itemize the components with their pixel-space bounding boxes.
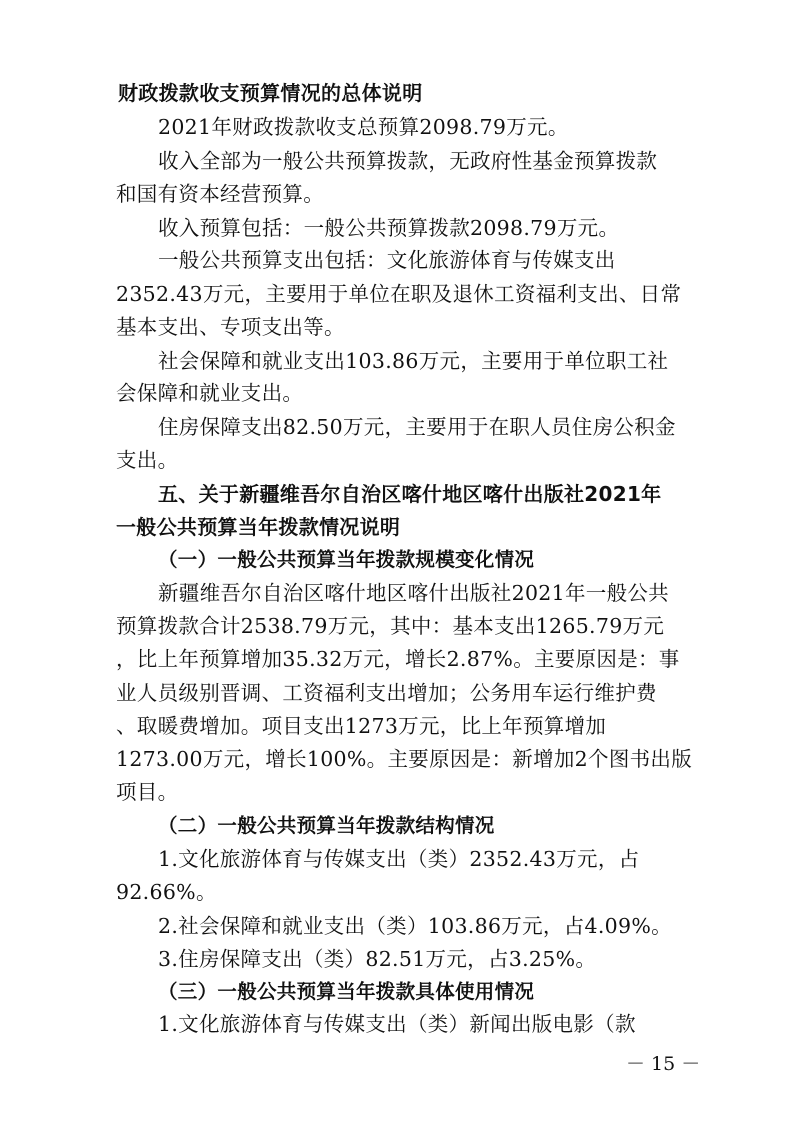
page-number: － 15 － bbox=[626, 1053, 701, 1075]
section-heading-five-continued: 一般公共预算当年拨款情况说明 bbox=[116, 515, 401, 539]
paragraph-line: 收入预算包括：一般公共预算拨款2098.79万元。 bbox=[158, 216, 620, 240]
paragraph-line: 92.66%。 bbox=[116, 880, 217, 904]
paragraph-line: 2352.43万元，主要用于单位在职及退休工资福利支出、日常 bbox=[116, 282, 682, 306]
paragraph-line: 一般公共预算支出包括：文化旅游体育与传媒支出 bbox=[158, 248, 616, 272]
subheading-structure: （二）一般公共预算当年拨款结构情况 bbox=[158, 814, 495, 837]
paragraph-line: 1273.00万元，增长100%。主要原因是：新增加2个图书出版 bbox=[116, 747, 693, 771]
paragraph-line: 基本支出、专项支出等。 bbox=[116, 315, 345, 339]
paragraph-line: 住房保障支出82.50万元，主要用于在职人员住房公积金 bbox=[158, 415, 676, 439]
paragraph-line: 2021年财政拨款收支总预算2098.79万元。 bbox=[158, 115, 569, 139]
paragraph-line: 社会保障和就业支出103.86万元，主要用于单位职工社 bbox=[158, 349, 669, 373]
paragraph-line: 2.社会保障和就业支出（类）103.86万元，占4.09%。 bbox=[158, 914, 672, 938]
paragraph-line: 1.文化旅游体育与传媒支出（类）新闻出版电影（款 bbox=[158, 1012, 636, 1036]
paragraph-line: 项目。 bbox=[116, 780, 179, 804]
paragraph-line: 1.文化旅游体育与传媒支出（类）2352.43万元，占 bbox=[158, 847, 640, 871]
paragraph-line: 和国有资本经营预算。 bbox=[116, 182, 324, 206]
section-heading-five: 五、关于新疆维吾尔自治区喀什地区喀什出版社2021年 bbox=[158, 482, 662, 506]
subheading-specific-use: （三）一般公共预算当年拨款具体使用情况 bbox=[158, 980, 535, 1003]
paragraph-line: 业人员级别晋调、工资福利支出增加；公务用车运行维护费 bbox=[116, 681, 657, 705]
paragraph-line: 收入全部为一般公共预算拨款，无政府性基金预算拨款 bbox=[158, 149, 658, 173]
paragraph-line: 预算拨款合计2538.79万元，其中：基本支出1265.79万元 bbox=[116, 614, 665, 638]
paragraph-line: 3.住房保障支出（类）82.51万元，占3.25%。 bbox=[158, 947, 597, 971]
section-heading-budget-summary: 财政拨款收支预算情况的总体说明 bbox=[118, 81, 423, 105]
paragraph-line: 会保障和就业支出。 bbox=[116, 381, 304, 405]
paragraph-line: 新疆维吾尔自治区喀什地区喀什出版社2021年一般公共 bbox=[158, 581, 669, 605]
subheading-scale-change: （一）一般公共预算当年拨款规模变化情况 bbox=[158, 548, 535, 571]
paragraph-line: ，比上年预算增加35.32万元，增长2.87%。主要原因是：事 bbox=[116, 647, 680, 671]
paragraph-line: 、取暖费增加。项目支出1273万元，比上年预算增加 bbox=[116, 714, 607, 738]
paragraph-line: 支出。 bbox=[116, 448, 179, 472]
